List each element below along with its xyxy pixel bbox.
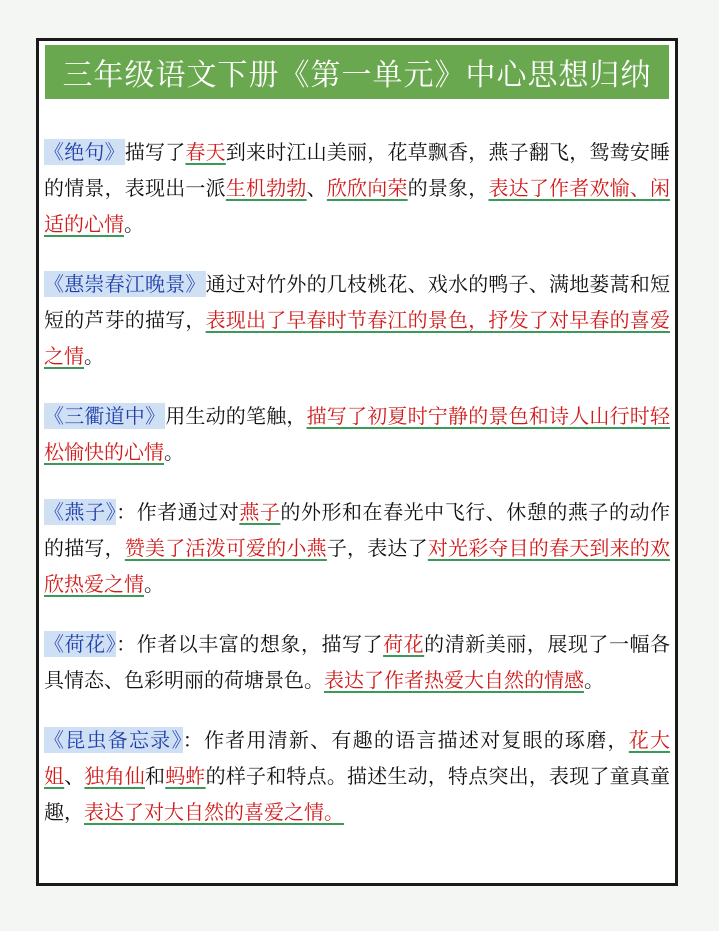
- highlight-text: 荷花: [383, 632, 425, 656]
- highlight-text: 表达了作者热爱大自然的情感: [324, 668, 584, 692]
- highlight-text: 花大姐: [44, 728, 671, 788]
- document-frame: [36, 38, 678, 886]
- body-text: 的样子和特点。描述生动，特点突出，表现了童真童趣，: [44, 764, 671, 824]
- body-text: 用生动的笔触，: [165, 404, 307, 428]
- highlight-text: 表现出了早春时节春江的景色，抒发了对早春的喜爱之情: [44, 308, 671, 368]
- body-text: ：作者以丰富的想象，描写了: [116, 632, 384, 656]
- section-paragraph: [44, 398, 670, 470]
- section-paragraph: [44, 494, 670, 602]
- section-title: 《昆虫备忘录》: [44, 728, 183, 752]
- highlight-text: 赞美了活泼可爱的小燕: [124, 536, 327, 560]
- body-text: 、: [306, 176, 327, 200]
- body-text: 通过对竹外的几枝桃花、戏水的鸭子、满地蒌蒿和短短的芦芽的描写，: [44, 272, 671, 332]
- section-paragraph: [44, 134, 670, 242]
- highlight-text: 燕子: [239, 500, 281, 524]
- highlight-text: 蚂蚱: [165, 764, 206, 788]
- section-title: 《惠崇春江晚景》: [44, 272, 206, 296]
- section-paragraph: [44, 722, 670, 830]
- highlight-text: 描写了初夏时宁静的景色和诗人山行时轻松愉快的心情: [44, 404, 671, 464]
- section-title: 《三衢道中》: [44, 404, 166, 428]
- body-text: ：作者用清新、有趣的语言描述对复眼的琢磨，: [182, 728, 629, 752]
- body-text: 的景象，: [407, 176, 489, 200]
- body-text: 的清新美丽，展现了一幅各具情态、色彩明丽的荷塘景色。: [44, 632, 671, 692]
- highlight-text: 表达了作者欢愉、闲适的心情: [44, 176, 671, 236]
- body-text: 。: [584, 668, 604, 692]
- body-text: 的外形和在春光中飞行、休憩的燕子的动作的描写，: [44, 500, 671, 560]
- highlight-text: 对光彩夺目的春天到来的欢欣热爱之情: [44, 536, 671, 596]
- body-text: ：作者通过对: [116, 500, 240, 524]
- section-title: 《燕子》: [44, 500, 117, 524]
- page-title: 三年级语文下册《第一单元》中心思想归纳: [45, 45, 669, 99]
- highlight-text: 生机勃勃: [225, 176, 307, 200]
- highlight-text: 春天: [185, 140, 226, 164]
- body-text: 描写了: [124, 140, 186, 164]
- body-text: 和: [145, 764, 166, 788]
- highlight-text: 表达了对大自然的喜爱之情。: [84, 800, 344, 824]
- body-text: 。: [124, 212, 144, 236]
- section-paragraph: [44, 266, 670, 374]
- content-body: [44, 134, 670, 854]
- body-text: 。: [144, 572, 164, 596]
- section-title: 《绝句》: [44, 140, 125, 164]
- highlight-text: 独角仙: [84, 764, 146, 788]
- body-text: 。: [164, 440, 184, 464]
- body-text: 到来时江山美丽，花草飘香，燕子翻飞，鸳鸯安睡的情景，表现出一派: [44, 140, 671, 200]
- body-text: 、: [64, 764, 85, 788]
- highlight-text: 欣欣向荣: [326, 176, 408, 200]
- section-title: 《荷花》: [44, 632, 117, 656]
- body-text: 。: [84, 344, 104, 368]
- section-paragraph: [44, 626, 670, 698]
- body-text: 子，表达了: [326, 536, 428, 560]
